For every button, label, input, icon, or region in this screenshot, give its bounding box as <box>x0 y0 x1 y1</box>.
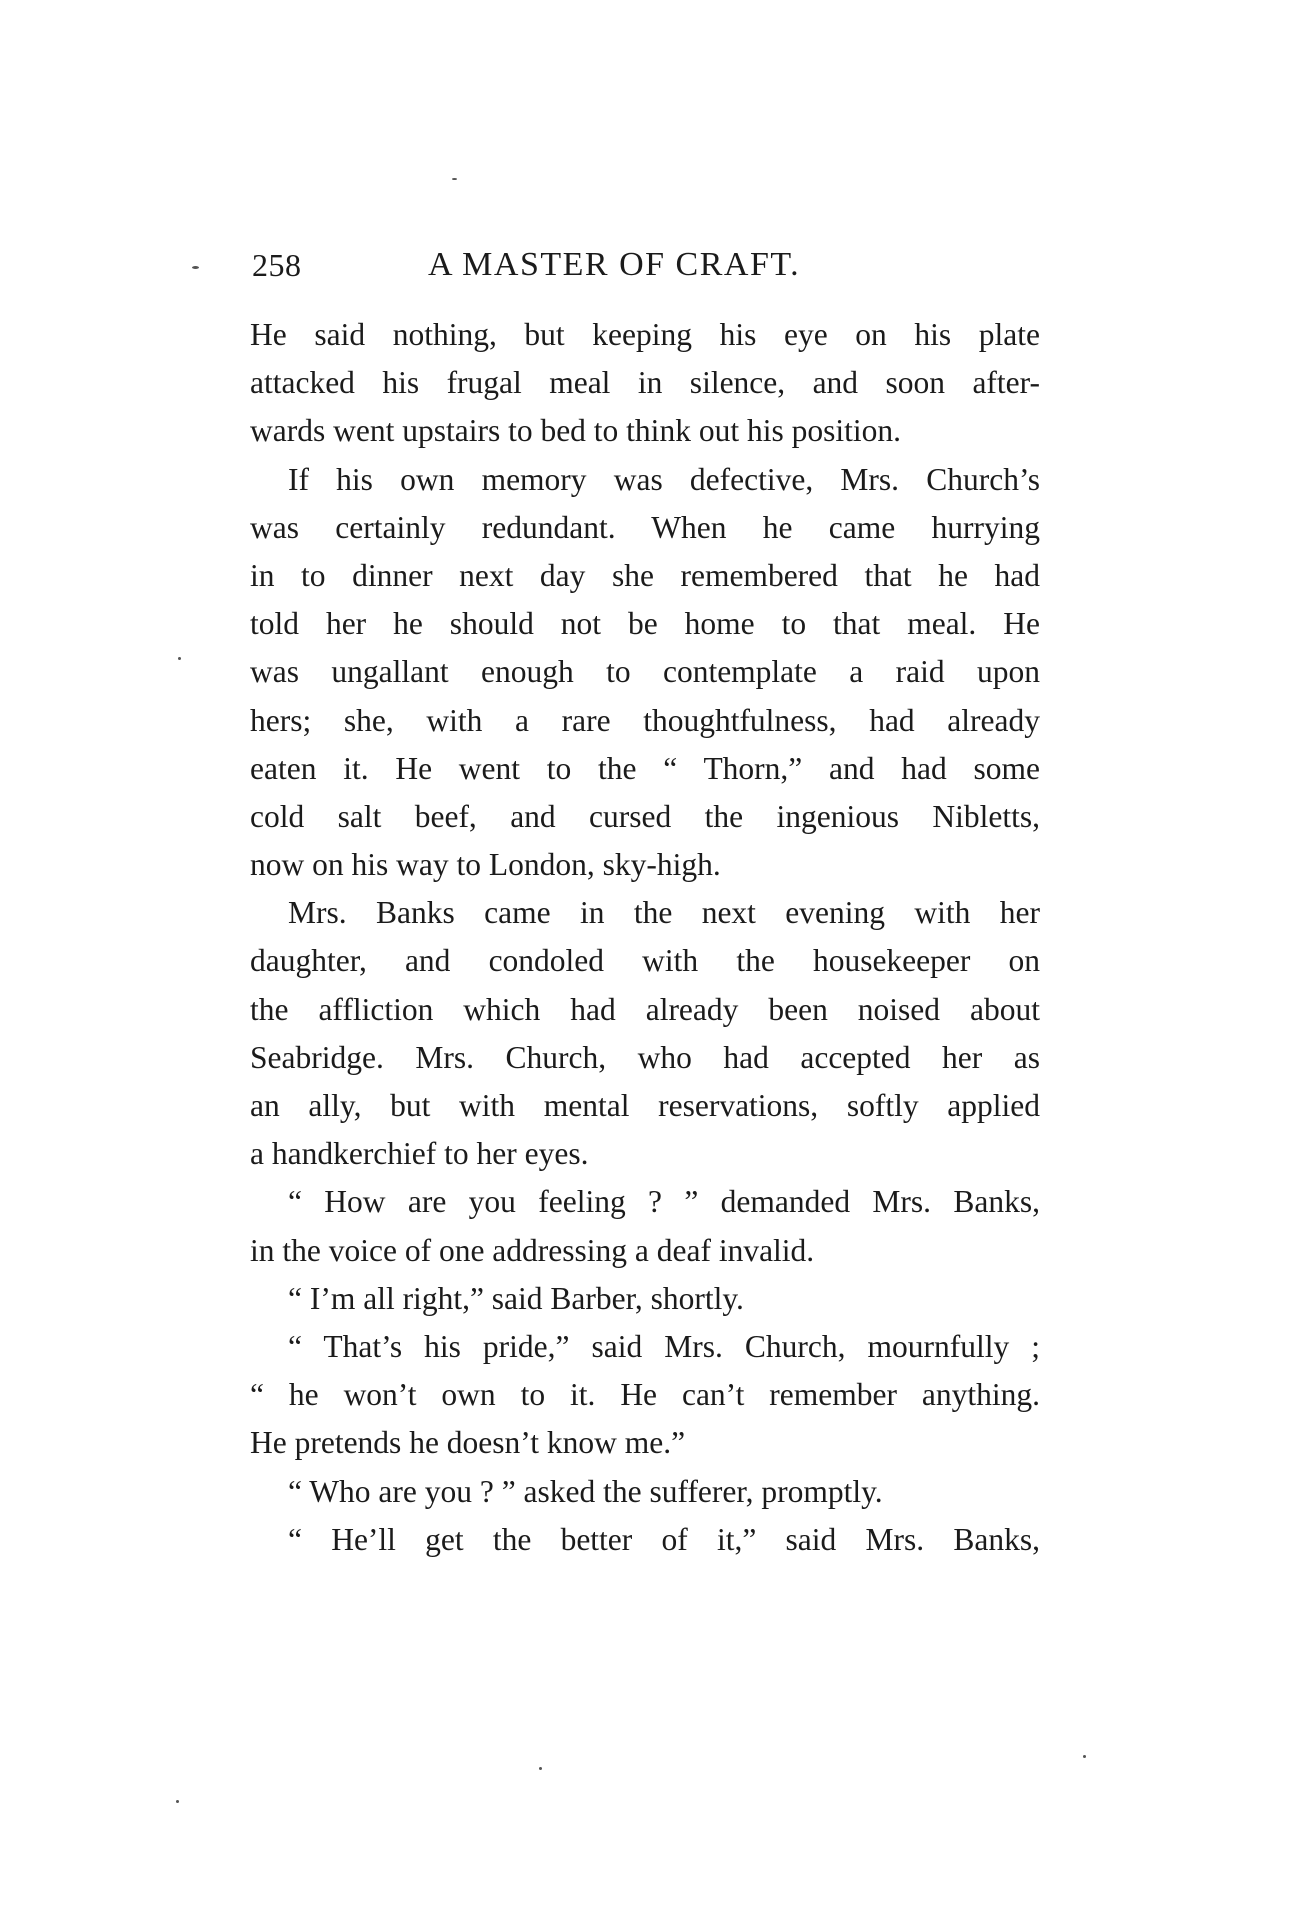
text-line: “ He’ll get the better of it,” said Mrs. Banks, <box>288 1521 1040 1557</box>
text-line: “ How are you feeling ? ” demanded Mrs. Banks, <box>288 1184 1040 1220</box>
scan-speck <box>176 1800 179 1803</box>
scan-speck <box>178 657 181 660</box>
text-line: a handkerchief to her eyes. <box>250 1136 589 1172</box>
text-line: told her he should not be home to that meal. He <box>250 606 1040 642</box>
text-line: daughter, and condoled with the housekeeper on <box>250 943 1040 979</box>
text-line: the affliction which had already been noised about <box>250 991 1040 1027</box>
text-line: cold salt beef, and cursed the ingenious Nibletts, <box>250 798 1040 834</box>
text-line: in the voice of one addressing a deaf invalid. <box>250 1232 815 1268</box>
text-line: now on his way to London, sky-high. <box>250 847 721 883</box>
text-line: was certainly redundant. When he came hurrying <box>250 509 1040 545</box>
scan-speck <box>539 1767 542 1770</box>
text-line: “ he won’t own to it. He can’t remember anything. <box>250 1377 1040 1413</box>
running-title: A MASTER OF CRAFT. <box>428 246 801 283</box>
text-line: attacked his frugal meal in silence, and soon after- <box>250 365 1040 401</box>
text-line: “ I’m all right,” said Barber, shortly. <box>288 1280 744 1316</box>
scan-speck <box>1083 1755 1086 1758</box>
text-line: in to dinner next day she remembered that he had <box>250 557 1040 593</box>
body-text <box>250 311 1040 1564</box>
page-number: 258 <box>252 247 302 283</box>
text-line: He pretends he doesn’t know me.” <box>250 1425 686 1461</box>
text-line: Seabridge. Mrs. Church, who had accepted her as <box>250 1039 1040 1075</box>
text-line: hers; she, with a rare thoughtfulness, had already <box>250 702 1040 738</box>
text-line: He said nothing, but keeping his eye on his plate <box>250 317 1040 352</box>
text-line: wards went upstairs to bed to think out his position. <box>250 413 901 449</box>
text-line: an ally, but with mental reservations, softly applied <box>250 1088 1040 1123</box>
text-line: was ungallant enough to contemplate a raid upon <box>250 654 1040 690</box>
text-line: Mrs. Banks came in the next evening with her <box>288 895 1040 931</box>
text-line: If his own memory was defective, Mrs. Church’s <box>288 461 1040 497</box>
scan-speck <box>452 178 457 180</box>
scan-speck <box>192 266 199 269</box>
page-header <box>252 243 1042 287</box>
text-line: “ Who are you ? ” asked the sufferer, promptly. <box>288 1473 883 1509</box>
text-line: “ That’s his pride,” said Mrs. Church, mournfully ; <box>288 1328 1040 1364</box>
text-line: eaten it. He went to the “ Thorn,” and had some <box>250 750 1040 786</box>
